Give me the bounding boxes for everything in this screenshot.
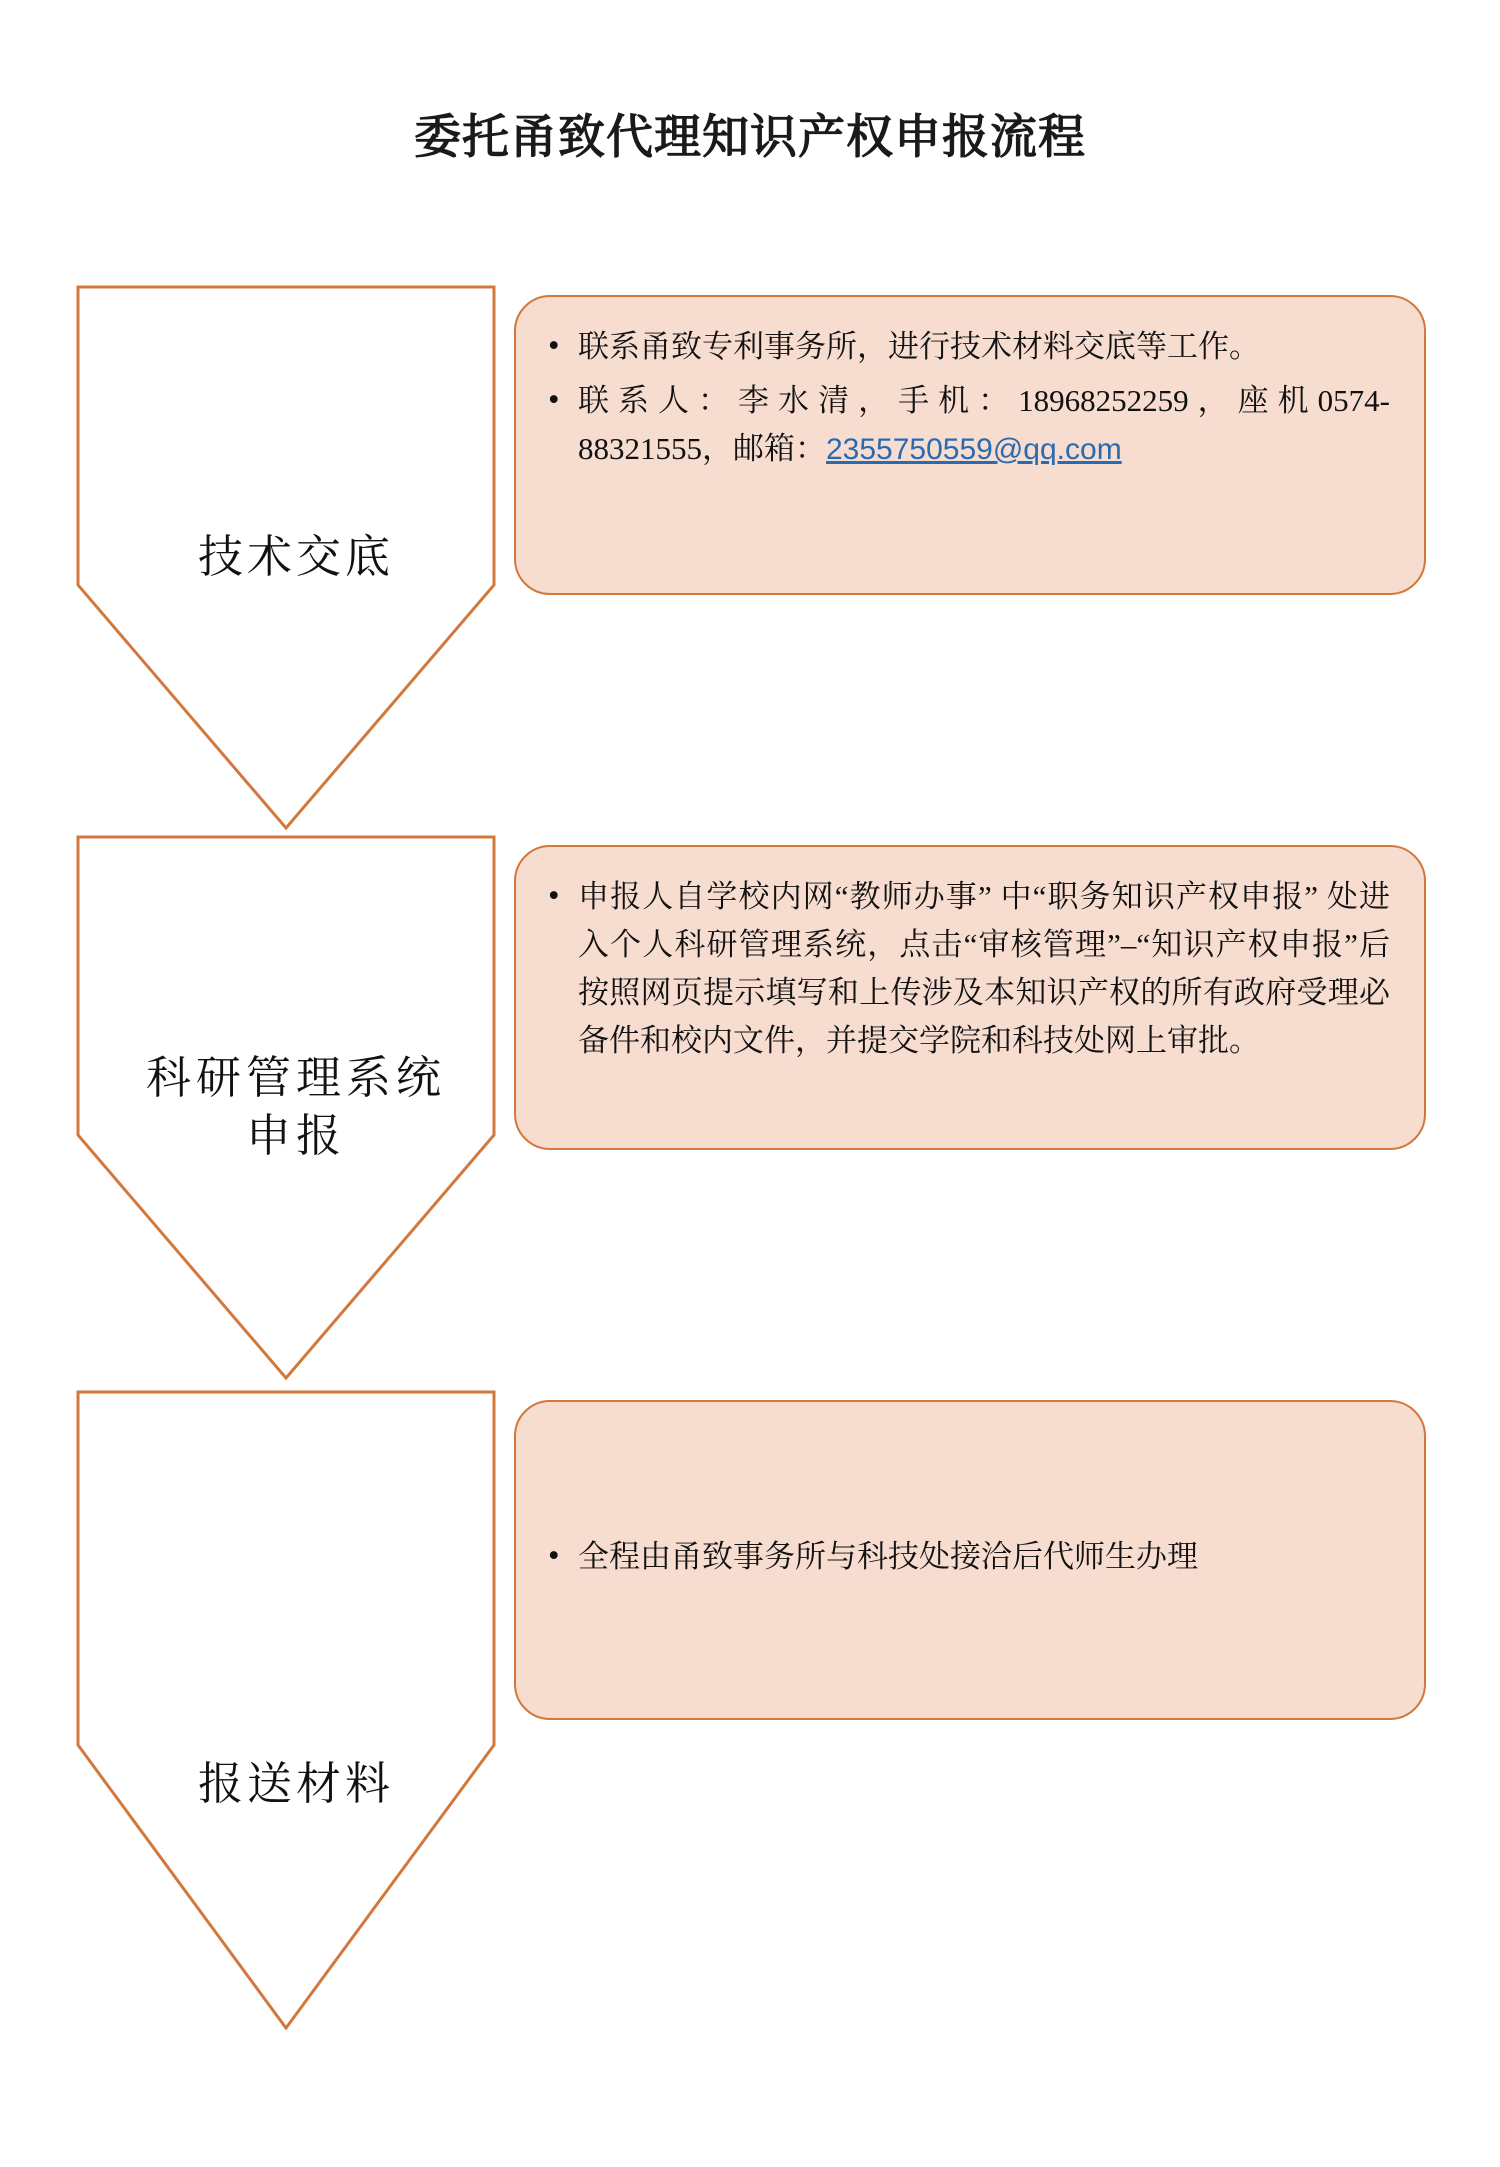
list-item: • 申报人自学校内网“教师办事” 中“职务知识产权申报” 处进入个人科研管理系统，点击“审核管理”–“知识产权申报”后按照网页提示填写和上传涉及本知识产权的所有政府受理必备件和校内文件，并提交学院和科技处网上审批。 (578, 873, 1390, 1065)
step-label-3: 报送材料 (197, 1759, 394, 1810)
bullet-list-1 (544, 323, 1390, 474)
step-content-1 (514, 295, 1426, 595)
bullet-list-2 (544, 873, 1390, 1065)
email-link[interactable]: 2355750559@qq.com (826, 433, 1122, 467)
step-label-2: 科研管理系统申报 (145, 1052, 446, 1161)
flow-step-1 (76, 285, 1426, 830)
bullet-list-3 (544, 1533, 1390, 1587)
flow-step-3 (76, 1390, 1426, 2030)
step-content-2 (514, 845, 1426, 1150)
list-item: • 全程由甬致事务所与科技处接洽后代师生办理 (578, 1533, 1390, 1581)
list-item (578, 377, 1390, 474)
list-item: • 联系甬致专利事务所，进行技术材料交底等工作。 (578, 323, 1390, 371)
page-title: 委托甬致代理知识产权申报流程 (414, 112, 1086, 164)
step-label-1: 技术交底 (197, 531, 394, 582)
flow-step-2 (76, 835, 1426, 1380)
contact-text: 联系人：李水清，手机：18968252259，座机0574-88321555，邮箱： (578, 383, 1390, 467)
step-content-3 (514, 1400, 1426, 1720)
